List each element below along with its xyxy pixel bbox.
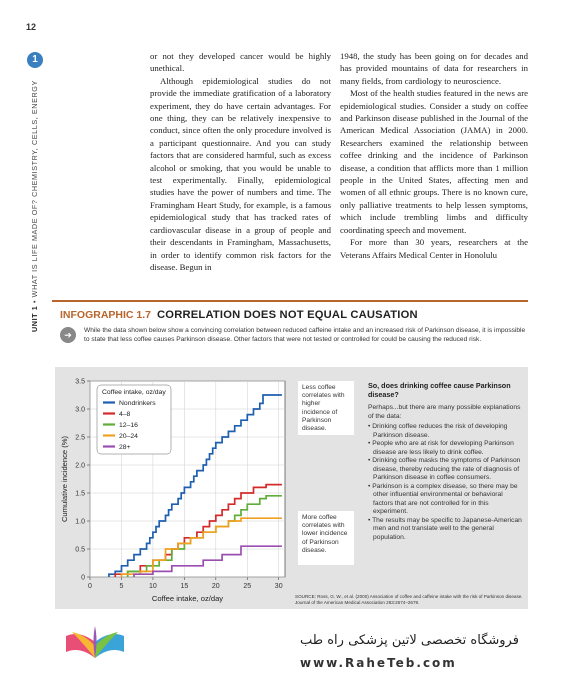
callout-less-coffee: Less coffee correlates with higher incidence of Parkinson disease. <box>298 381 354 435</box>
explanations-list <box>368 423 522 542</box>
x-tick-label: 20 <box>211 583 220 590</box>
unit-question: WHAT IS LIFE MADE OF? CHEMISTRY, CELLS, ENERGY <box>30 80 39 298</box>
list-item: • Drinking coffee masks the symptoms of Parkinson disease, thereby reducing the rate of diagnosis of Parkinson disease in coffee consumers. <box>368 457 521 481</box>
x-tick-label: 0 <box>88 583 92 590</box>
paragraph: Most of the health studies featured in the news are epidemiological studies. Consider a study on coffee and Parkinson disease published in the Journal of the American Medical Association (JAMA) in 2000. Researchers examined the relationship between coffee drinking and the incidence of Parkinson disease, a condition that afflicts more than 1 million people in the United States, affecting men and women of all ethnic groups. There is no known cure, only palliative treatments to help lessen symptoms, which include trembling limbs and difficulty coordinating speech and movement. <box>340 88 528 235</box>
arrow-icon: ➔ <box>60 327 76 343</box>
legend-label: 12–16 <box>119 422 138 429</box>
footer-url: www.RaheTeb.com <box>300 656 457 670</box>
y-axis-label: Cumulative incidence (%) <box>60 435 69 523</box>
book-logo-icon <box>62 622 128 664</box>
unit-badge: 1 <box>27 52 43 68</box>
infographic-label: INFOGRAPHIC 1.7 <box>60 309 152 321</box>
infographic-heading <box>60 305 418 323</box>
infographic-title: CORRELATION DOES NOT EQUAL CAUSATION <box>157 309 418 321</box>
paragraph: Although epidemiological studies do not provide the immediate gratification of a laboratory experiment, they do have certain advantages. For one thing, they can be relatively inexpensive to conduct, since often the only procedure involved is a participant questionnaire. And you can study factors that are considered harmful, such as excess alcohol or smoking, that you would be unable to test experimentally. Finally, epidemiological studies have the power of numbers and time. The Framingham Heart Study, for example, is a famous epidemiological study that has tracked rates of cardiovascular disease in a group of people and their descendants in Framingham, Massachusetts, in order to identify common risk factors for the disease. Begun in <box>150 75 331 272</box>
source-citation: SOURCE: Ross, G. W., et al. (2000) Association of coffee and caffeine intake with the risk of Parkinson disease. Journal of the American Medical Association 283:2674–2679. <box>295 594 523 605</box>
list-item: • People who are at risk for developing Parkinson disease are less likely to drink coffee. <box>368 440 514 456</box>
x-tick-label: 25 <box>243 583 252 590</box>
y-tick-label: 2.5 <box>75 434 85 442</box>
footer-banner <box>0 610 569 680</box>
legend-label: 28+ <box>119 444 131 451</box>
unit-label: UNIT 1 <box>30 305 39 332</box>
infographic-rule <box>52 300 528 302</box>
callout-more-coffee: More coffee correlates with lower incidence of Parkinson disease. <box>298 511 354 565</box>
y-tick-label: 3.0 <box>75 406 85 414</box>
page-number: 12 <box>26 22 37 32</box>
legend-title: Coffee intake, oz/day <box>102 389 166 396</box>
list-item: • Parkinson is a complex disease, so there may be other influential environmental or behavioral factors that are not controlled for in this experiment. <box>368 482 518 515</box>
footer-store-name: فروشگاه تخصصی لاتین پزشکی راه طب <box>300 633 519 648</box>
x-tick-label: 15 <box>180 583 189 590</box>
x-tick-label: 5 <box>119 583 124 590</box>
explanations-title: So, does drinking coffee cause Parkinson disease? <box>368 381 511 399</box>
y-tick-label: 3.5 <box>75 378 85 386</box>
y-tick-label: 1.5 <box>75 490 85 498</box>
infographic-intro: While the data shown below show a convincing correlation between reduced caffeine intake and an increased risk of Parkinson disease, it is impossible to state that less coffee causes Parkinson disease. Other factors that were not tested or controlled for could be causing the reduced risk. <box>84 327 526 343</box>
x-tick-label: 30 <box>274 583 283 590</box>
paragraph: or not they developed cancer would be highly unethical. <box>150 51 331 74</box>
legend-label: 4–8 <box>119 411 131 418</box>
explanations-box <box>368 381 522 542</box>
paragraph: 1948, the study has been going on for decades and has provided mountains of data for researchers in many fields, from cardiology to neuroscience. <box>340 51 528 86</box>
legend-label: 20–24 <box>119 433 138 440</box>
list-item: • The results may be specific to Japanese-American men and not translate well to the general population. <box>368 516 522 541</box>
legend-label: Nondrinkers <box>119 400 156 407</box>
y-tick-label: 0 <box>81 574 85 582</box>
text-column-left <box>150 50 331 273</box>
text-column-right <box>340 50 528 261</box>
y-tick-label: 0.5 <box>75 546 85 554</box>
explanations-intro: Perhaps...but there are many possible explanations of the data: <box>368 404 521 420</box>
x-tick-label: 10 <box>149 583 157 590</box>
running-head: UNIT 1 • WHAT IS LIFE MADE OF? CHEMISTRY, CELLS, ENERGY <box>30 80 39 332</box>
paragraph: For more than 30 years, researchers at the Veterans Affairs Medical Center in Honolulu <box>340 237 528 260</box>
coffee-parkinson-chart <box>55 367 295 612</box>
list-item: • Drinking coffee reduces the risk of developing Parkinson disease. <box>368 423 508 439</box>
x-axis-label: Coffee intake, oz/day <box>151 594 224 603</box>
y-tick-label: 2.0 <box>75 462 85 470</box>
y-tick-label: 1.0 <box>75 518 85 526</box>
